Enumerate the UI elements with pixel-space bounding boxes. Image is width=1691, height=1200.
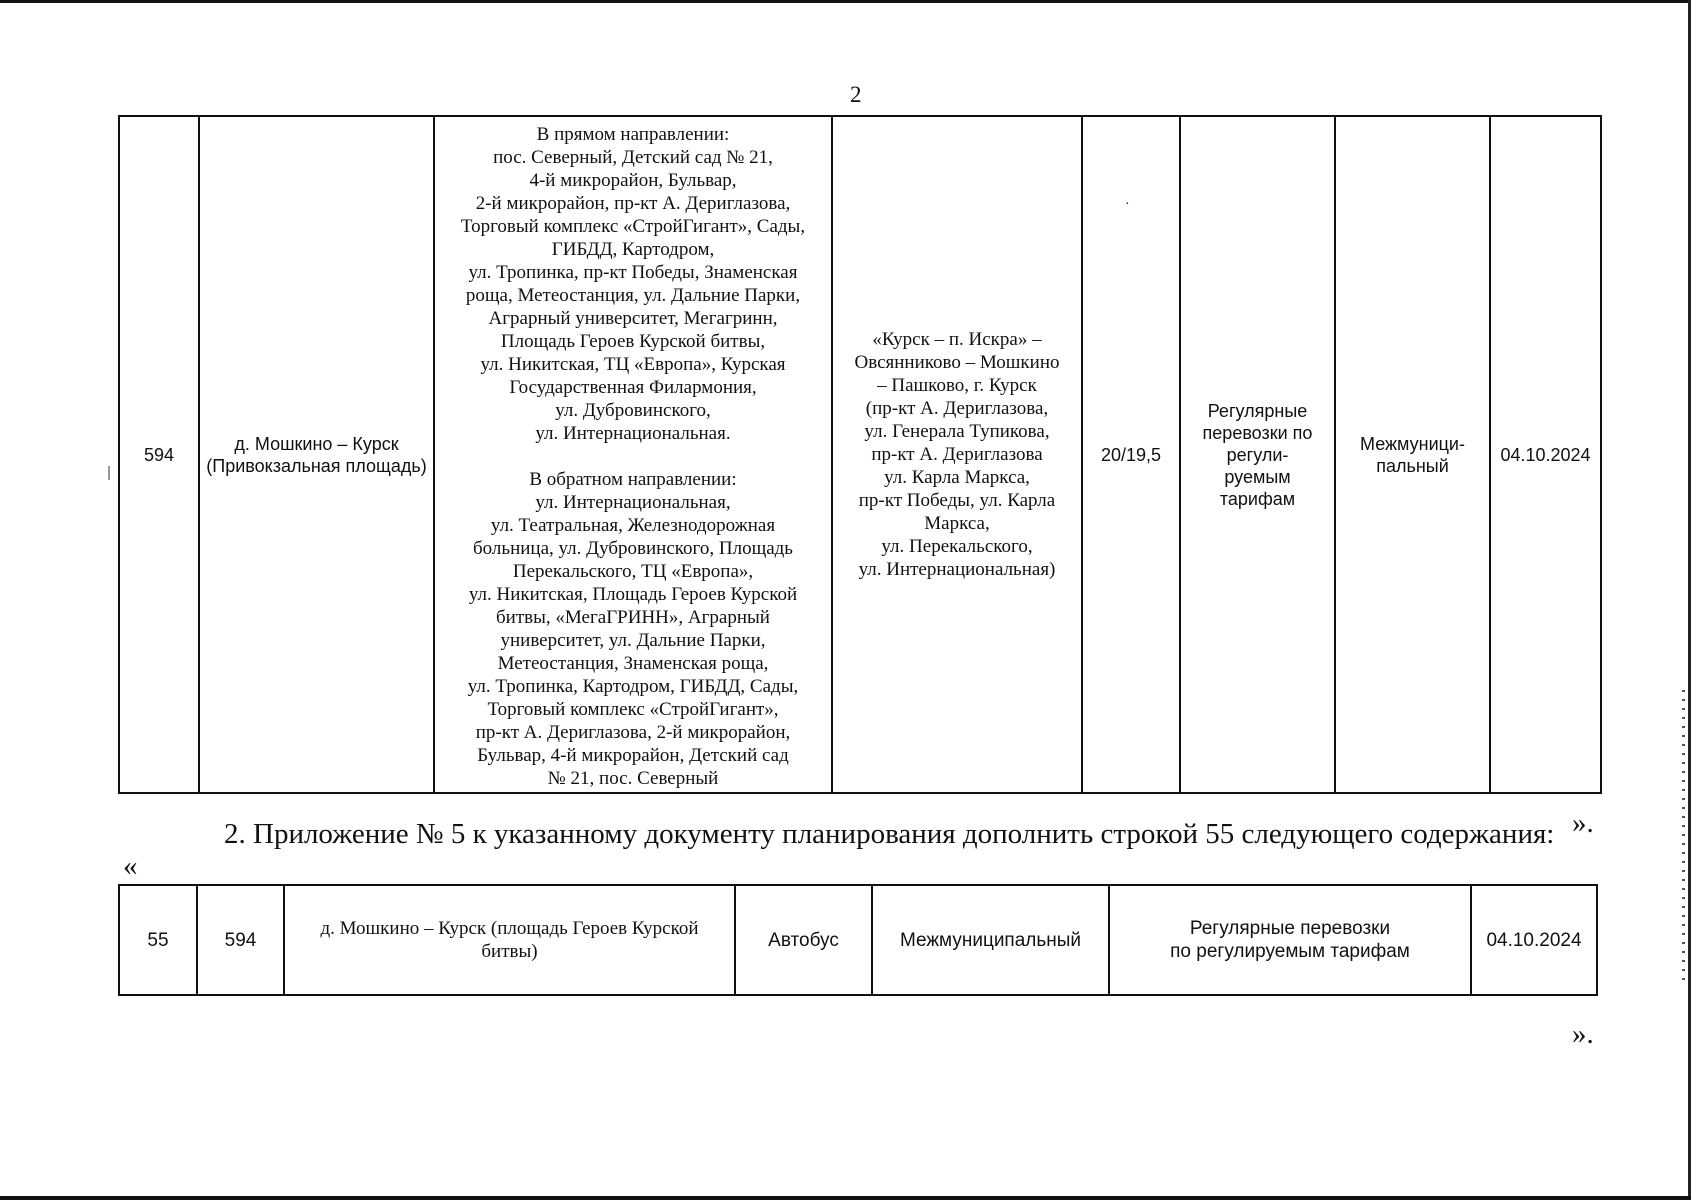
- street-line: ул. Карла Маркса,: [884, 467, 1030, 488]
- forward-line: пос. Северный, Детский сад № 21,: [493, 147, 773, 168]
- backward-line: ул. Никитская, Площадь Героев Курской: [468, 584, 798, 605]
- category-cell: Межмуниципальный: [872, 885, 1109, 995]
- streets-cell: [832, 116, 1082, 793]
- index-cell: 55: [119, 885, 197, 995]
- route-length-cell: 20/19,5: [1082, 116, 1180, 793]
- closing-quote: ».: [1572, 807, 1594, 839]
- section-gap: [441, 445, 825, 468]
- transport-type-line: регули-: [1226, 444, 1289, 465]
- street-line: пр-кт А. Дериглазова: [871, 444, 1043, 465]
- route-number-cell: 594: [119, 116, 199, 793]
- forward-line: ГИБДД, Картодром,: [551, 239, 715, 260]
- page-number: 2: [850, 82, 862, 107]
- street-line: (пр-кт А. Дериглазова,: [865, 398, 1049, 419]
- backward-line: ул. Интернациональная,: [535, 492, 731, 513]
- backward-heading: В обратном направлении:: [529, 469, 737, 490]
- transport-line: Регулярные перевозки: [1189, 918, 1391, 939]
- route-table-continuation: [118, 115, 1602, 794]
- category-line: пальный: [1376, 455, 1449, 476]
- transport-type-line: Регулярные: [1207, 400, 1308, 421]
- forward-line: роща, Метеостанция, ул. Дальние Парки,: [465, 285, 801, 306]
- table-row: [119, 885, 1597, 995]
- appendix-5-table: [118, 884, 1598, 996]
- route-name-cell: д. Мошкино – Курск (площадь Героев Курской битвы): [284, 885, 735, 995]
- scan-bottom-border: [0, 1196, 1691, 1200]
- backward-line: университет, ул. Дальние Парки,: [500, 630, 766, 651]
- backward-line: Перекальского, ТЦ «Европа»,: [512, 561, 754, 582]
- backward-line: № 21, пос. Северный: [547, 768, 719, 789]
- street-line: ул. Перекальского,: [881, 536, 1033, 557]
- backward-line: пр-кт А. Дериглазова, 2-й микрорайон,: [475, 722, 791, 743]
- backward-line: битвы, «МегаГРИНН», Аграрный: [496, 607, 770, 628]
- transport-type-cell: [1109, 885, 1471, 995]
- forward-line: Аграрный университет, Мегагринн,: [488, 308, 778, 329]
- scan-edge-ticks: [1682, 690, 1685, 980]
- backward-line: Метеостанция, Знаменская роща,: [497, 653, 769, 674]
- forward-line: Площадь Героев Курской битвы,: [500, 331, 766, 352]
- forward-line: ул. Интернациональная.: [535, 423, 731, 444]
- forward-line: 4-й микрорайон, Бульвар,: [529, 170, 737, 191]
- paragraph-2: 2. Приложение № 5 к указанному документу планирования дополнить строкой 55 следующего содержания:: [224, 818, 1555, 850]
- date-cell: 04.10.2024: [1471, 885, 1597, 995]
- opening-quote: «: [123, 850, 138, 882]
- forward-line: Государственная Филармония,: [509, 377, 757, 398]
- category-line: Межмуници-: [1360, 433, 1465, 454]
- transport-type-line: руемым: [1224, 466, 1291, 487]
- transport-type-cell: [1180, 116, 1335, 793]
- street-line: пр-кт Победы, ул. Карла: [858, 490, 1056, 511]
- backward-line: Торговый комплекс «СтройГигант»,: [487, 699, 779, 720]
- street-line: Маркса,: [924, 513, 990, 534]
- scan-margin-mark: [108, 466, 110, 480]
- forward-line: ул. Тропинка, пр-кт Победы, Знаменская: [468, 262, 798, 283]
- backward-line: ул. Тропинка, Картодром, ГИБДД, Сады,: [467, 676, 799, 697]
- backward-line: Бульвар, 4-й микрорайон, Детский сад: [477, 745, 789, 766]
- street-line: ул. Интернациональная): [858, 559, 1056, 580]
- forward-line: ул. Дубровинского,: [555, 400, 711, 421]
- stray-dot: ·: [1125, 197, 1130, 212]
- street-line: «Курск – п. Искра» –: [872, 329, 1042, 350]
- route-name-cell: д. Мошкино – Курск (Привокзальная площадь): [199, 116, 434, 793]
- forward-line: 2-й микрорайон, пр-кт А. Дериглазова,: [475, 193, 791, 214]
- closing-quote: ».: [1572, 1018, 1594, 1050]
- route-stops-cell: [434, 116, 832, 793]
- transport-type-line: перевозки по: [1202, 422, 1313, 443]
- scan-top-border: [0, 0, 1691, 3]
- table-row: [119, 116, 1601, 793]
- route-number-cell: 594: [197, 885, 284, 995]
- forward-line: ул. Никитская, ТЦ «Европа», Курская: [480, 354, 786, 375]
- transport-line: по регулируемым тарифам: [1170, 941, 1410, 962]
- forward-heading: В прямом направлении:: [536, 124, 730, 145]
- vehicle-cell: Автобус: [735, 885, 872, 995]
- backward-line: больница, ул. Дубровинского, Площадь: [473, 538, 793, 559]
- transport-type-line: тарифам: [1219, 488, 1296, 509]
- forward-line: Торговый комплекс «СтройГигант», Сады,: [460, 216, 806, 237]
- backward-line: ул. Театральная, Железнодорожная: [490, 515, 776, 536]
- date-cell: 04.10.2024: [1490, 116, 1601, 793]
- street-line: ул. Генерала Тупикова,: [864, 421, 1050, 442]
- street-line: Овсянниково – Мошкино: [854, 352, 1060, 373]
- street-line: – Пашково, г. Курск: [877, 375, 1037, 396]
- category-cell: [1335, 116, 1490, 793]
